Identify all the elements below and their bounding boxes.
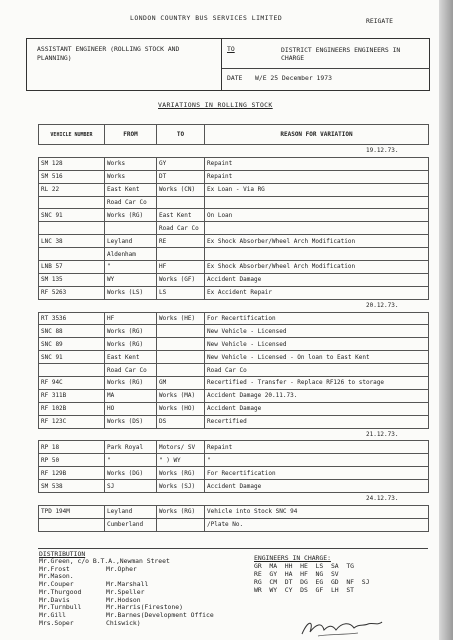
distribution-heading: DISTRIBUTION [39, 550, 86, 558]
col-from: FROM [105, 125, 157, 145]
to-cell: Works (MA) [157, 389, 205, 402]
vehicle-number-cell: RP 18 [39, 441, 105, 454]
from-cell: Works (RG) [105, 325, 157, 338]
vehicle-number-cell [39, 518, 105, 531]
reason-cell: Repaint [205, 170, 429, 183]
reason-cell: On Loan [205, 209, 429, 222]
table-row [39, 402, 429, 415]
engineer-code-row: RE GY HA HF NG SV [254, 570, 339, 578]
date-row [39, 145, 429, 158]
from-cell: Works (RG) [105, 338, 157, 351]
from-cell: Works (LS) [105, 286, 157, 299]
memo-date-label: DATE [227, 74, 243, 82]
vehicle-number-cell [39, 196, 105, 209]
vehicle-number-cell: RT 3536 [39, 312, 105, 325]
location-heading: REIGATE [366, 17, 393, 25]
distribution-entry: Mr.Mason. [39, 572, 74, 581]
distribution-entry: Mrs.Soper [39, 618, 74, 627]
table-row [39, 338, 429, 351]
table-row [39, 415, 429, 428]
from-cell: Works [105, 157, 157, 170]
table-row [39, 273, 429, 286]
vehicle-number-cell [39, 222, 105, 235]
from-cell: Road Car Co [105, 364, 157, 377]
from-cell: Works (DG) [105, 467, 157, 480]
memo-from: ASSISTANT ENGINEER (ROLLING STOCK AND PLANNING) [37, 45, 180, 62]
table-row [39, 325, 429, 338]
to-cell: Works (HO) [157, 402, 205, 415]
col-vehicle-number: VEHICLE NUMBER [39, 125, 105, 145]
distribution-entry: Mr.Harris(Firestone) [106, 603, 183, 612]
date-row [39, 428, 429, 441]
reason-cell: New Vehicle - Licensed [205, 338, 429, 351]
vehicle-number-cell: SNC 88 [39, 325, 105, 338]
table-row [39, 248, 429, 261]
reason-cell: Ex Loan - Via RG [205, 183, 429, 196]
from-cell: Works [105, 170, 157, 183]
distribution-entry: Mr.Barnes(Development Office [106, 610, 214, 619]
table-body [39, 145, 429, 532]
reason-cell: New Vehicle - Licensed [205, 325, 429, 338]
vehicle-number-cell: RF 311B [39, 389, 105, 402]
date-label: 20.12.73. [39, 299, 429, 312]
table-row [39, 157, 429, 170]
vehicle-number-cell: SM 538 [39, 480, 105, 493]
col-reason: REASON FOR VARIATION [205, 125, 429, 145]
reason-cell: Repaint [205, 157, 429, 170]
reason-cell: Ex Accident Repair [205, 286, 429, 299]
from-cell: SJ [105, 480, 157, 493]
distribution-list-2 [106, 558, 214, 627]
from-cell: " [105, 261, 157, 274]
table-row [39, 467, 429, 480]
reason-cell: " [205, 454, 429, 467]
from-cell: Leyland [105, 235, 157, 248]
date-row [39, 493, 429, 506]
reason-cell [205, 196, 429, 209]
from-cell: Aldenham [105, 248, 157, 261]
to-cell [157, 196, 205, 209]
vehicle-number-cell [39, 248, 105, 261]
distribution-entry: Mr.Speller [106, 587, 145, 596]
table-row [39, 261, 429, 274]
to-cell: Works (GF) [157, 273, 205, 286]
table-row [39, 454, 429, 467]
distribution-entry: Mr.Opher [106, 564, 137, 573]
signature-icon [298, 616, 388, 640]
engineers-heading: ENGINEERS IN CHARGE: [254, 554, 331, 562]
to-cell: " ) WY [157, 454, 205, 467]
vehicle-number-cell: SM 128 [39, 157, 105, 170]
table-row [39, 209, 429, 222]
from-cell: " [105, 454, 157, 467]
table-row [39, 196, 429, 209]
to-cell [157, 351, 205, 364]
from-cell: East Kent [105, 351, 157, 364]
date-label: 19.12.73. [39, 145, 429, 158]
reason-cell: Recertified [205, 415, 429, 428]
table-row [39, 222, 429, 235]
table-row [39, 364, 429, 377]
vehicle-number-cell: SNC 91 [39, 209, 105, 222]
from-cell: Works (DS) [105, 415, 157, 428]
vehicle-number-cell: RF 129B [39, 467, 105, 480]
reason-cell [205, 248, 429, 261]
table-row [39, 441, 429, 454]
reason-cell: Ex Shock Absorber/Wheel Arch Modification [205, 235, 429, 248]
to-cell: Works (RG) [157, 467, 205, 480]
distribution-entry: Mr.Thurgood [39, 587, 82, 596]
from-cell: HF [105, 312, 157, 325]
page-edge-shadow [439, 0, 453, 640]
to-cell [157, 518, 205, 531]
bottom-rule [38, 548, 428, 549]
reason-cell: For Recertification [205, 312, 429, 325]
vehicle-number-cell [39, 364, 105, 377]
vehicle-number-cell: RF 94C [39, 377, 105, 390]
distribution-entry: Mr.Marshall [106, 580, 149, 589]
distribution-entry: Mr.Couper [39, 580, 74, 589]
from-cell: HO [105, 402, 157, 415]
to-cell: RE [157, 235, 205, 248]
from-cell: Cumberland [105, 518, 157, 531]
memo-rule [222, 68, 430, 69]
table-row [39, 170, 429, 183]
date-label: 21.12.73. [39, 428, 429, 441]
distribution-entry: Mr.Hodson [106, 595, 141, 604]
engineer-code-row: GR MA HH HE LS SA TG [254, 562, 355, 570]
distribution-entry: Mr.Davis [39, 595, 70, 604]
reason-cell: Accident Damage 20.11.73. [205, 389, 429, 402]
date-label: 24.12.73. [39, 493, 429, 506]
table-row [39, 351, 429, 364]
distribution-entry: Mr.Gill [39, 610, 66, 619]
table-row [39, 505, 429, 518]
from-cell: Park Royal [105, 441, 157, 454]
reason-cell: Accident Damage [205, 480, 429, 493]
to-cell: Works (HE) [157, 312, 205, 325]
from-cell: WY [105, 273, 157, 286]
variations-table [38, 124, 429, 532]
vehicle-number-cell: RF 5263 [39, 286, 105, 299]
vehicle-number-cell: SM 516 [39, 170, 105, 183]
to-cell [157, 325, 205, 338]
table-row [39, 480, 429, 493]
table-row [39, 235, 429, 248]
to-cell: Motors/ SV [157, 441, 205, 454]
reason-cell: New Vehicle - Licensed - On loan to East Kent [205, 351, 429, 364]
document-title: VARIATIONS IN ROLLING STOCK [158, 101, 273, 109]
reason-cell [205, 222, 429, 235]
engineer-code-row: WR WY CY DS GF LH ST [254, 586, 355, 594]
distribution-entry: Mr.Green, c/o B.T.A.,Newman Street [39, 557, 170, 565]
to-cell: East Kent [157, 209, 205, 222]
memo-to-value: DISTRICT ENGINEERS ENGINEERS IN CHARGE [281, 46, 401, 62]
table-row [39, 312, 429, 325]
reason-cell: Recertified - Transfer - Replace RF126 to storage [205, 377, 429, 390]
vehicle-number-cell: RL 22 [39, 183, 105, 196]
memo-divider [221, 39, 222, 91]
memo-date-value: W/E 25 December 1973 [255, 74, 332, 82]
from-cell: East Kent [105, 183, 157, 196]
table-row [39, 377, 429, 390]
vehicle-number-cell: TPD 194M [39, 505, 105, 518]
vehicle-number-cell: RF 123C [39, 415, 105, 428]
to-cell: GY [157, 157, 205, 170]
reason-cell: /Plate No. [205, 518, 429, 531]
reason-cell: For Recertification [205, 467, 429, 480]
vehicle-number-cell: LNC 38 [39, 235, 105, 248]
reason-cell: Repaint [205, 441, 429, 454]
to-cell: GM [157, 377, 205, 390]
from-cell: MA [105, 389, 157, 402]
reason-cell: Road Car Co [205, 364, 429, 377]
to-cell: Road Car Co [157, 222, 205, 235]
vehicle-number-cell: SM 135 [39, 273, 105, 286]
from-cell: Leyland [105, 505, 157, 518]
reason-cell: Accident Damage [205, 402, 429, 415]
vehicle-number-cell: SNC 91 [39, 351, 105, 364]
vehicle-number-cell: LNB 57 [39, 261, 105, 274]
from-cell: Works (RG) [105, 377, 157, 390]
vehicle-number-cell: RP 50 [39, 454, 105, 467]
to-cell: Works (RG) [157, 505, 205, 518]
distribution-entry: Mr.Turnbull [39, 603, 82, 612]
to-cell: DS [157, 415, 205, 428]
vehicle-number-cell: RF 102B [39, 402, 105, 415]
distribution-entry: Mr.Frost [39, 564, 70, 573]
to-cell: HF [157, 261, 205, 274]
table-row [39, 518, 429, 531]
to-cell [157, 248, 205, 261]
engineers-codes [254, 562, 369, 594]
col-to: TO [157, 125, 205, 145]
to-cell: DT [157, 170, 205, 183]
from-cell [105, 222, 157, 235]
organisation-heading: LONDON COUNTRY BUS SERVICES LIMITED [130, 14, 283, 22]
vehicle-number-cell: SNC 89 [39, 338, 105, 351]
memo-header-box [26, 38, 430, 91]
from-cell: Works (RG) [105, 209, 157, 222]
reason-cell: Accident Damage [205, 273, 429, 286]
table-row [39, 286, 429, 299]
from-cell: Road Car Co [105, 196, 157, 209]
memo-to-label: TO [227, 45, 235, 53]
reason-cell: Ex Shock Absorber/Wheel Arch Modification [205, 261, 429, 274]
reason-cell: Vehicle into Stock SNC 94 [205, 505, 429, 518]
distribution-entry: Chiswick) [106, 618, 141, 627]
date-row [39, 299, 429, 312]
engineer-code-row: RG CM DT DG EG GD NF SJ [254, 578, 370, 586]
to-cell: LS [157, 286, 205, 299]
table-row [39, 389, 429, 402]
to-cell [157, 364, 205, 377]
to-cell: Works (SJ) [157, 480, 205, 493]
to-cell [157, 338, 205, 351]
to-cell: Works (CN) [157, 183, 205, 196]
table-row [39, 183, 429, 196]
table-header-row [39, 125, 429, 145]
